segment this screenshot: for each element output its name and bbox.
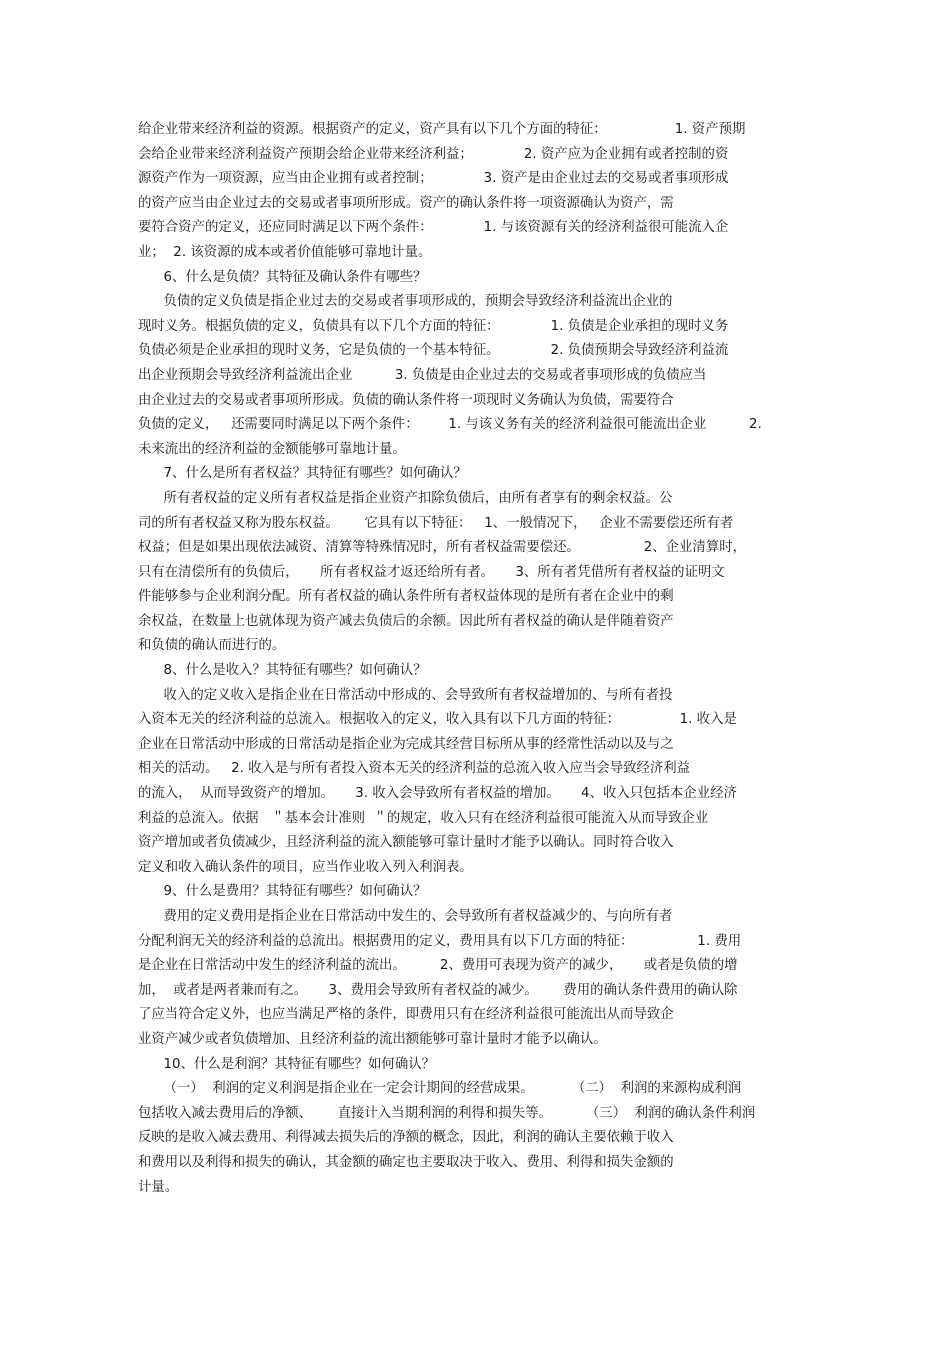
text-line: 企业在日常活动中形成的日常活动是指企业为完成其经营目标所从事的经常性活动以及与之	[138, 736, 674, 752]
question-heading: 9、什么是费用？其特征有哪些？如何确认？	[138, 884, 427, 900]
question-heading: 10、什么是利润？其特征有哪些？如何确认？	[138, 1056, 435, 1072]
text-line: 分配利润无关的经济利益的总流出。根据费用的定义，费用具有以下几方面的特征： 1. 费用	[138, 933, 742, 949]
text-line: 定义和收入确认条件的项目，应当作业收入列入利润表。	[138, 859, 473, 875]
text-line: 业资产减少或者负债增加、且经济利益的流出额能够可靠计量时才能予以确认。	[138, 1031, 607, 1047]
text-line: 反映的是收入减去费用、利得减去损失后的净额的概念，因此，利润的确认主要依赖于收入	[138, 1130, 674, 1146]
text-line: 利益的总流入。依据 ＂基本会计准则 ＂的规定，收入只有在经济利益很可能流入从而导致企业	[138, 810, 709, 826]
text-line: 未来流出的经济利益的金额能够可靠地计量。	[138, 441, 406, 457]
text-line: 的资产应当由企业过去的交易或者事项所形成。资产的确认条件将一项资源确认为资产，需	[138, 195, 674, 211]
text-line: 负债的定义负债是指企业过去的交易或者事项形成的，预期会导致经济利益流出企业的	[138, 294, 673, 310]
text-line: 件能够参与企业利润分配。所有者权益的确认条件所有者权益体现的是所有者在企业中的剩	[138, 589, 674, 605]
question-heading: 8、什么是收入？其特征有哪些？如何确认？	[138, 663, 427, 679]
text-line: 和费用以及利得和损失的确认，其金额的确定也主要取决于收入、费用、利得和损失金额的	[138, 1154, 674, 1170]
text-line: 是企业在日常活动中发生的经济利益的流出。 2、费用可表现为资产的减少， 或者是负债的增	[138, 958, 738, 974]
question-heading: 7、什么是所有者权益？其特征有哪些？如何确认？	[138, 466, 467, 482]
text-line: 源资产作为一项资源，应当由企业拥有或者控制； 3. 资产是由企业过去的交易或者事项形成	[138, 171, 729, 187]
text-line: 资产增加或者负债减少，且经济利益的流入额能够可靠计量时才能予以确认。同时符合收入	[138, 835, 674, 851]
text-line: 所有者权益的定义所有者权益是指企业资产扣除负债后，由所有者享有的剩余权益。公	[138, 490, 673, 506]
text-line: 加， 或者是两者兼而有之。 3、费用会导致所有者权益的减少。 费用的确认条件费用的确认除	[138, 982, 738, 998]
text-line: 权益；但是如果出现依法减资、清算等特殊情况时，所有者权益需要偿还。 2、企业清算时，	[138, 540, 746, 556]
text-line: 出企业预期会导致经济利益流出企业 3. 负债是由企业过去的交易或者事项形成的负债应当	[138, 367, 707, 383]
text-line: 的流入， 从而导致资产的增加。 3. 收入会导致所有者权益的增加。 4、收入只包括本企业经济	[138, 786, 737, 802]
question-heading: 6、什么是负债？其特征及确认条件有哪些？	[138, 269, 427, 285]
text-line: 业； 2. 该资源的成本或者价值能够可靠地计量。	[138, 244, 432, 260]
text-line: 给企业带来经济利益的资源。根据资产的定义，资产具有以下几个方面的特征： 1. 资产预期	[138, 122, 746, 137]
text-line: 要符合资产的定义，还应同时满足以下两个条件： 1. 与该资源有关的经济利益很可能流入企	[138, 220, 729, 236]
text-line: 由企业过去的交易或者事项所形成。负债的确认条件将一项现时义务确认为负债，需要符合	[138, 392, 674, 408]
text-line: 收入的定义收入是指企业在日常活动中形成的、会导致所有者权益增加的、与所有者投	[138, 687, 673, 703]
text-line: 司的所有者权益又称为股东权益。 它具有以下特征： 1、一般情况下， 企业不需要偿还所有者	[138, 515, 734, 531]
text-line: 相关的活动。 2. 收入是与所有者投入资本无关的经济利益的总流入收入应当会导致经济利益	[138, 761, 691, 777]
text-line: 计量。	[138, 1179, 179, 1195]
body-text	[138, 118, 818, 1200]
text-line: 和负债的确认而进行的。	[138, 638, 286, 654]
text-line: 会给企业带来经济利益资产预期会给企业带来经济利益； 2. 资产应为企业拥有或者控制的资	[138, 146, 729, 162]
text-line: 余权益，在数量上也就体现为资产减去负债后的余额。因此所有者权益的确认是伴随着资产	[138, 613, 674, 629]
text-line: 了应当符合定义外，也应当满足严格的条件，即费用只有在经济利益很可能流出从而导致企	[138, 1007, 674, 1023]
text-line: 入资本无关的经济利益的总流入。根据收入的定义，收入具有以下几方面的特征： 1. 收入是	[138, 712, 737, 728]
text-line: 负债的定义， 还需要同时满足以下两个条件： 1. 与该义务有关的经济利益很可能流出企业 2.	[138, 417, 762, 433]
text-line: 负债必须是企业承担的现时义务，它是负债的一个基本特征。 2. 负债预期会导致经济利益流	[138, 343, 729, 359]
text-line: 只有在清偿所有的负债后， 所有者权益才返还给所有者。 3、所有者凭借所有者权益的证明文	[138, 564, 725, 580]
text-line: （一） 利润的定义利润是指企业在一定会计期间的经营成果。 （二） 利润的来源构成利润	[138, 1081, 742, 1097]
text-line: 现时义务。根据负债的定义，负债具有以下几个方面的特征： 1. 负债是企业承担的现时义务	[138, 318, 729, 334]
text-line: 包括收入减去费用后的净额、 直接计入当期利润的利得和损失等。 （三） 利润的确认条件利润	[138, 1105, 756, 1121]
text-line: 费用的定义费用是指企业在日常活动中发生的、会导致所有者权益减少的、与向所有者	[138, 909, 673, 924]
